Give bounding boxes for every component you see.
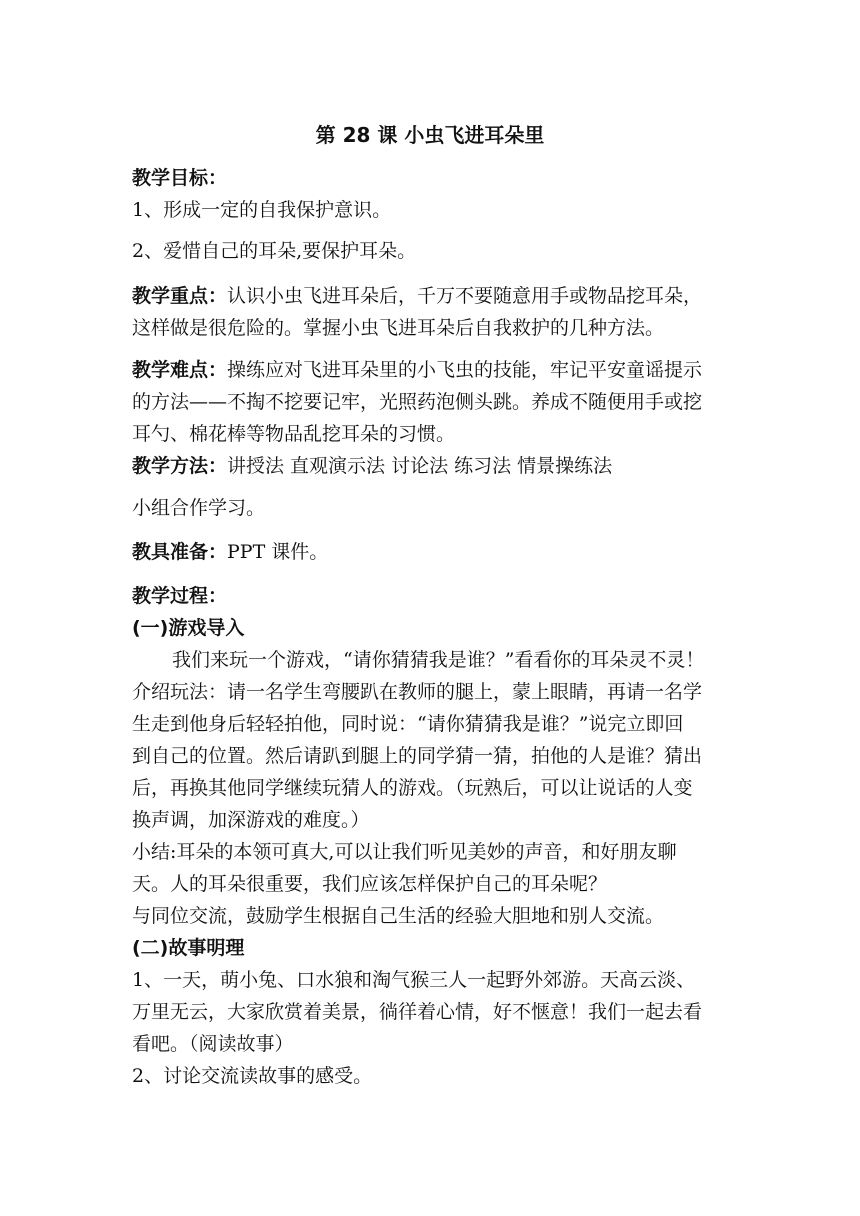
section2-line-1: 1、一天，萌小兔、口水狼和淘气猴三人一起野外郊游。天高云淡、: [132, 969, 696, 991]
section1-line-5: 后，再换其他同学继续玩猜人的游戏。（玩熟后，可以让说话的人变: [132, 777, 693, 799]
objectives-heading: 教学目标：: [132, 167, 228, 189]
difficulties-text-3: 耳勺、棉花棒等物品乱挖耳朵的习惯。: [132, 423, 456, 445]
key-points-text-2: 这样做是很危险的。掌握小虫飞进耳朵后自我救护的几种方法。: [132, 317, 665, 339]
section2-heading: (二)故事明理: [132, 937, 245, 959]
objective-item-2: 2、爱惜自己的耳朵,要保护耳朵。: [132, 240, 417, 262]
difficulties-text-1: 操练应对飞进耳朵里的小飞虫的技能，牢记平安童谣提示: [227, 359, 703, 381]
section1-line-2: 介绍玩法：请一名学生弯腰趴在教师的腿上，蒙上眼睛，再请一名学: [132, 681, 703, 703]
section1-line-4: 到自己的位置。然后请趴到腿上的同学猜一猜，拍他的人是谁？猜出: [132, 745, 703, 767]
section1-line-9: 与同位交流，鼓励学生根据自己生活的经验大胆地和别人交流。: [132, 905, 665, 927]
materials-text: PPT 课件。: [227, 541, 329, 563]
section1-line-3: 生走到他身后轻轻拍他，同时说：“请你猜猜我是谁？”说完立即回: [132, 713, 684, 735]
key-points-line-1: [132, 284, 732, 308]
methods-text-1: 讲授法 直观演示法 讨论法 练习法 情景操练法: [227, 455, 613, 477]
key-points-text-1: 认识小虫飞进耳朵后，千万不要随意用手或物品挖耳朵，: [227, 285, 703, 307]
difficulties-line-1: [132, 358, 732, 382]
section1-line-6: 换声调，加深游戏的难度。）: [132, 809, 370, 831]
process-heading: 教学过程：: [132, 585, 228, 607]
materials-line: [132, 540, 732, 564]
lesson-title: 第 28 课 小虫飞进耳朵里: [315, 123, 545, 147]
difficulties-label: 教学难点：: [132, 359, 228, 381]
methods-text-2: 小组合作学习。: [132, 497, 266, 519]
section1-line-1: 我们来玩一个游戏，“请你猜猜我是谁？”看看你的耳朵灵不灵！: [172, 649, 705, 671]
objective-item-1: 1、形成一定的自我保护意识。: [132, 199, 392, 221]
section2-line-3: 看吧。（阅读故事）: [132, 1033, 294, 1055]
section1-line-7: 小结:耳朵的本领可真大,可以让我们听见美妙的声音，和好朋友聊: [132, 841, 677, 863]
difficulties-text-2: 的方法——不掏不挖要记牢，光照药泡侧头跳。养成不随便用手或挖: [132, 391, 703, 413]
methods-label: 教学方法：: [132, 455, 228, 477]
methods-line-1: [132, 454, 732, 478]
materials-label: 教具准备：: [132, 541, 228, 563]
section2-line-4: 2、讨论交流读故事的感受。: [132, 1065, 373, 1087]
section1-heading: (一)游戏导入: [132, 617, 245, 639]
section1-line-8: 天。人的耳朵很重要，我们应该怎样保护自己的耳朵呢？: [132, 873, 608, 895]
key-points-label: 教学重点：: [132, 285, 228, 307]
section2-line-2: 万里无云，大家欣赏着美景，徜徉着心情，好不惬意！我们一起去看: [132, 1001, 703, 1023]
